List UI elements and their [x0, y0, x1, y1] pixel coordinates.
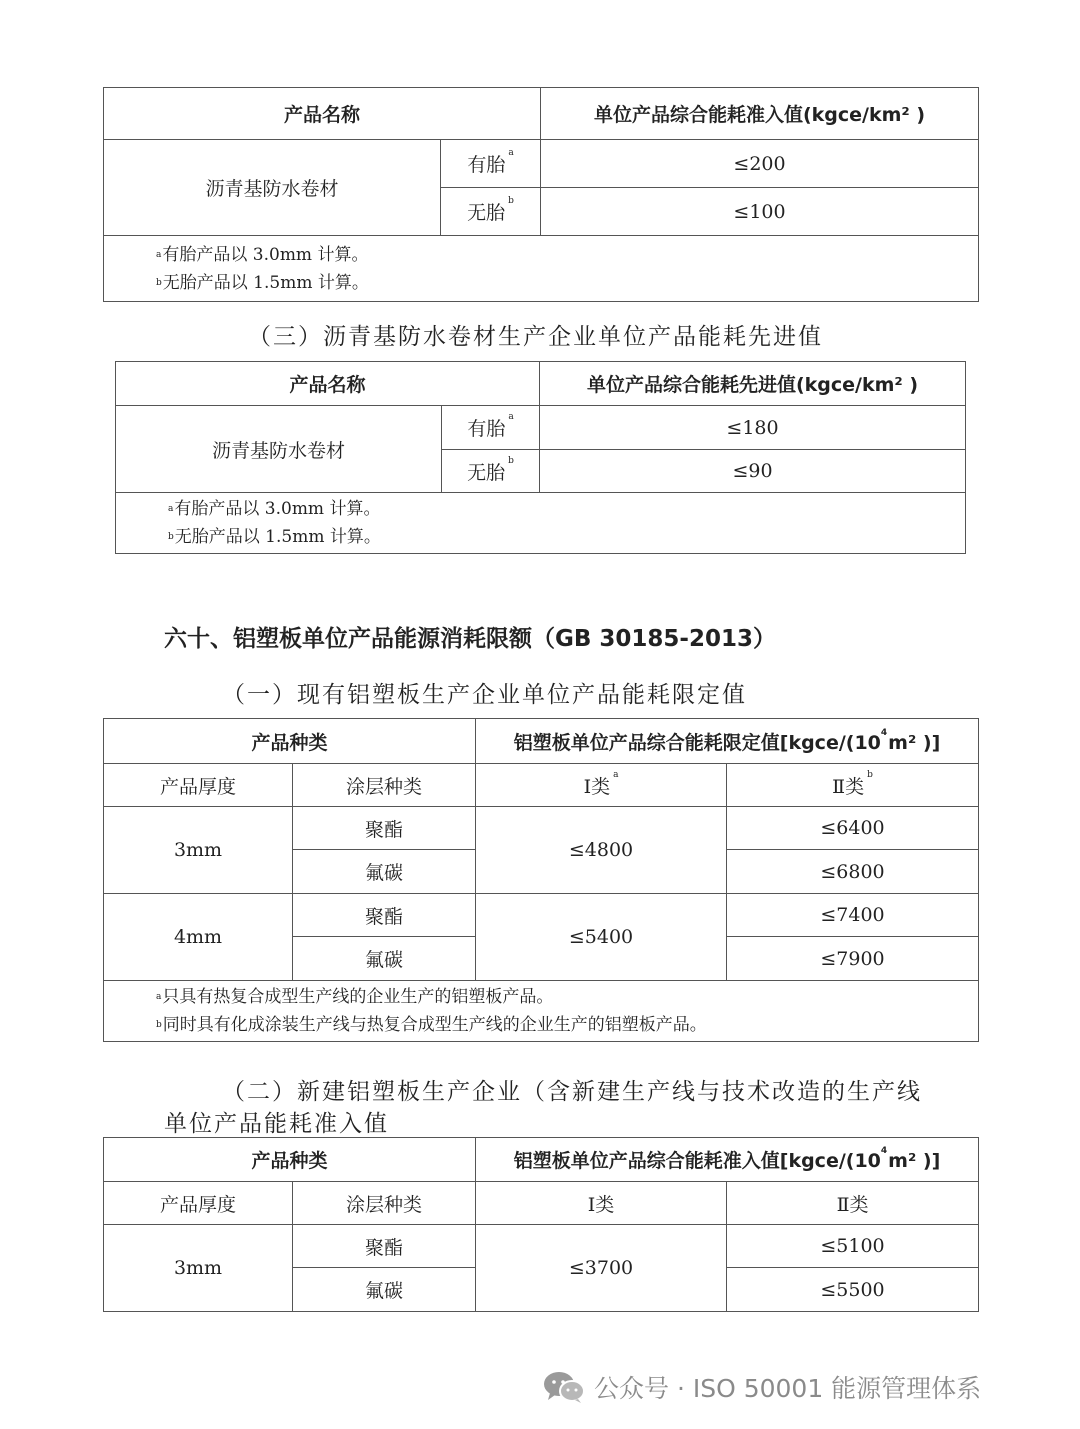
value-cell: ≤200	[541, 140, 979, 188]
subtitle-limit-value: （一）现有铝塑板生产企业单位产品能耗限定值	[222, 682, 747, 708]
footnote-b: $^b$无胎产品以 1.5mm 计算。	[168, 527, 381, 547]
class1-value: ≤5400	[476, 894, 727, 981]
wechat-icon	[542, 1370, 586, 1404]
coating-cell: 聚酯	[293, 807, 476, 850]
col-class2: Ⅱ类	[727, 1182, 979, 1225]
class2-value: ≤7900	[727, 937, 979, 981]
type-cell: 无胎$^b$	[442, 450, 540, 493]
watermark-text: 公众号 · ISO 50001 能源管理体系	[594, 1374, 982, 1403]
class2-value: ≤6400	[727, 807, 979, 850]
table-access-asphalt	[103, 87, 979, 302]
class1-value: ≤4800	[476, 807, 727, 894]
coating-cell: 氟碳	[293, 1268, 476, 1312]
table-footnotes	[116, 493, 966, 554]
col-class1: Ⅰ类$^a$	[476, 764, 727, 807]
footnote-a: $^a$有胎产品以 3.0mm 计算。	[168, 499, 381, 519]
type-cell: 无胎$^b$	[441, 188, 541, 236]
table-footnotes	[104, 236, 979, 302]
header-product-name: 产品名称	[104, 88, 541, 140]
table-limit-aluminum-plastic	[103, 718, 979, 1042]
table-footnotes	[104, 981, 979, 1042]
class2-value: ≤7400	[727, 894, 979, 937]
col-class1: Ⅰ类	[476, 1182, 727, 1225]
type-cell: 有胎$^a$	[441, 140, 541, 188]
type-cell: 有胎$^a$	[442, 406, 540, 450]
thickness-cell: 4mm	[104, 894, 293, 981]
value-cell: ≤100	[541, 188, 979, 236]
watermark	[542, 1369, 981, 1405]
header-product-name: 产品名称	[116, 362, 540, 406]
class2-value: ≤5500	[727, 1268, 979, 1312]
subtitle-access-value-cont: 单位产品能耗准入值	[164, 1111, 389, 1137]
table-advanced-asphalt	[115, 361, 966, 554]
col-class2: Ⅱ类$^b$	[727, 764, 979, 807]
coating-cell: 氟碳	[293, 850, 476, 894]
value-cell: ≤180	[540, 406, 966, 450]
col-coating: 涂层种类	[293, 764, 476, 807]
header-product-type: 产品种类	[104, 1138, 476, 1182]
footnote-b: $^b$无胎产品以 1.5mm 计算。	[156, 272, 369, 293]
coating-cell: 氟碳	[293, 937, 476, 981]
table-access-aluminum-plastic	[103, 1137, 979, 1312]
class1-value: ≤3700	[476, 1225, 727, 1312]
header-product-type: 产品种类	[104, 719, 476, 764]
coating-cell: 聚酯	[293, 894, 476, 937]
thickness-cell: 3mm	[104, 807, 293, 894]
footnote-a: $^a$只具有热复合成型生产线的企业生产的铝塑板产品。	[156, 987, 554, 1007]
class2-value: ≤6800	[727, 850, 979, 894]
col-coating: 涂层种类	[293, 1182, 476, 1225]
coating-cell: 聚酯	[293, 1225, 476, 1268]
col-thickness: 产品厚度	[104, 764, 293, 807]
header-limit-value: 铝塑板单位产品综合能耗限定值[$kgce/(10^4m^2$ )]	[476, 719, 979, 764]
footnote-b: $^b$同时具有化成涂装生产线与热复合成型生产线的企业生产的铝塑板产品。	[156, 1015, 707, 1035]
value-cell: ≤90	[540, 450, 966, 493]
subtitle-access-value: （二）新建铝塑板生产企业（含新建生产线与技术改造的生产线	[222, 1079, 922, 1105]
subtitle-advanced-value: （三）沥青基防水卷材生产企业单位产品能耗先进值	[248, 324, 823, 350]
footnote-a: $^a$有胎产品以 3.0mm 计算。	[156, 244, 369, 265]
product-name-cell: 沥青基防水卷材	[104, 140, 441, 236]
class2-value: ≤5100	[727, 1225, 979, 1268]
thickness-cell: 3mm	[104, 1225, 293, 1312]
product-name-cell: 沥青基防水卷材	[116, 406, 442, 493]
section-title: 六十、铝塑板单位产品能源消耗限额（GB 30185-2013）	[164, 626, 776, 652]
header-access-value: 单位产品综合能耗准入值(kgce/km² )	[541, 88, 979, 140]
col-thickness: 产品厚度	[104, 1182, 293, 1225]
header-access-value: 铝塑板单位产品综合能耗准入值[$kgce/(10^4m^2$ )]	[476, 1138, 979, 1182]
header-advanced-value: 单位产品综合能耗先进值(kgce/km² )	[540, 362, 966, 406]
